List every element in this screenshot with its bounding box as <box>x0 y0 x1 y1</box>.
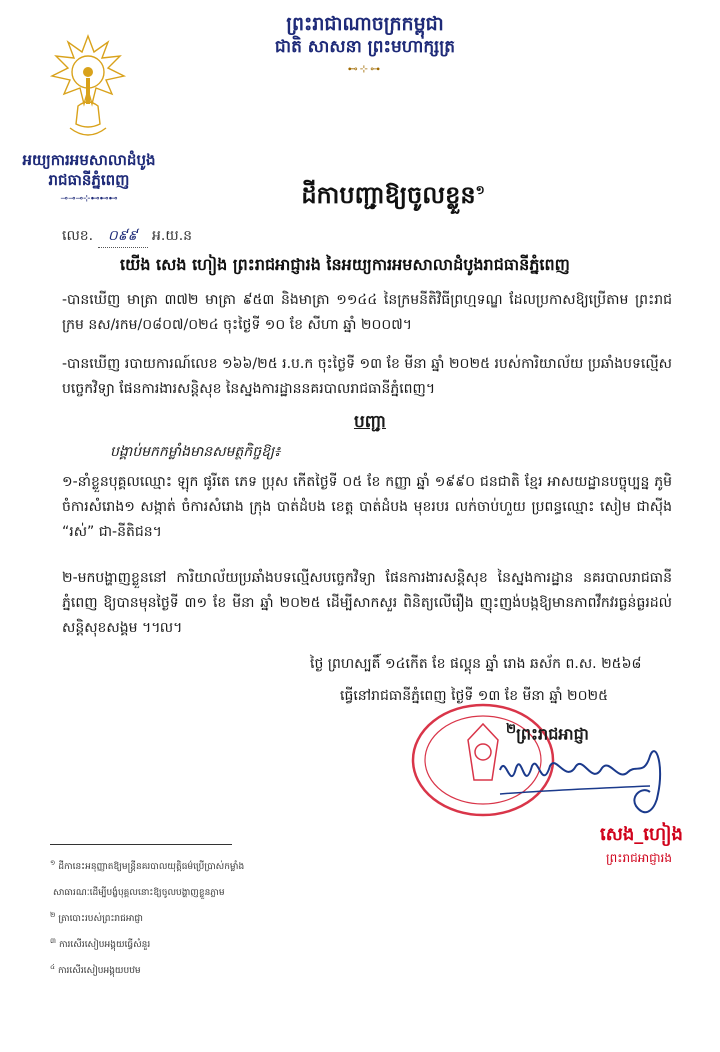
footnote-text: ដីកានេះអនុញ្ញាតឱ្យមន្ត្រីនគរបាលយុត្តិធម៌ប្រើប្រាស់កម្លាំង <box>58 862 245 872</box>
ministry-emblem-icon <box>48 32 128 144</box>
footnote-text: ត្រាបោះរបស់ព្រះរាជអាជ្ញា <box>58 914 143 924</box>
footnote-mark: ២ <box>50 911 56 919</box>
signer-rank: ព្រះរាជអាជ្ញារង <box>606 851 672 865</box>
footnote-1-cont <box>50 878 310 904</box>
footnote-mark: ៣ <box>50 937 56 945</box>
title-text: ដីកាបញ្ជាឱ្យចូលខ្លួន <box>301 181 476 209</box>
kingdom-header <box>250 12 480 75</box>
signature-title-note: ២ <box>506 722 517 737</box>
document-title <box>258 180 528 215</box>
footnote-2 <box>50 904 310 930</box>
signer-name: សេង_ហៀង <box>600 824 683 845</box>
kingdom-motto: ជាតិ សាសនា ព្រះមហាក្សត្រ <box>274 37 456 57</box>
office-ornament: ⊸⊸⊸⊹⊷⊷⊷ <box>60 194 118 204</box>
footnote-text: សាធារណៈដើម្បីបង្ខំបុគ្គលនោះឱ្យចូលបង្ហាញខ្លួនភ្លាម <box>53 888 225 898</box>
order-article-2: ២-មកបង្ហាញខ្លួននៅ ការិយាល័យប្រឆាំងបទល្មើសបច្ចេកវិទ្យា ផែនការងារសន្តិសុខ នៃស្នងការដ្ឋាន នគរបាលរាជធានីភ្នំពេញ ឱ្យបានមុនថ្ងៃទី ៣១ ខែ មីនា ឆ្នាំ ២០២៥ ដើម្បីសាកសួរ ពិនិត្យលើរឿង ញុះញង់បង្កឱ្យមានភាពវឹកវរធ្ងន់ធ្ងរដល់សន្តិសុខសង្គម ។៘ <box>62 570 672 636</box>
order-heading: បញ្ជា <box>353 412 387 432</box>
consideration-1: -បានឃើញ មាត្រា ៣៧២ មាត្រា ៩៥៣ និងមាត្រា ១១៤៤ នៃក្រមនីតិវិធីព្រហ្មទណ្ឌ ដែលប្រកាសឱ្យប្រើតាម ព្រះរាជក្រម នស/រកម/០៨០៧/០២៤ ចុះថ្ងៃទី ១០ ខែ សីហា ឆ្នាំ ២០០៧។ <box>62 292 672 333</box>
footnote-4 <box>50 956 310 982</box>
issuing-office <box>4 150 174 204</box>
header-ornament: ⊷⊹⊶ <box>347 64 383 75</box>
reference-number <box>62 226 192 248</box>
footnote-text: ការសើរសៀបអង្គុយធ្វើសំនួរ <box>58 940 151 950</box>
order-intro: បង្គាប់មកកម្លាំងមានសមត្ថកិច្ចឱ្យ៖ <box>110 444 281 460</box>
order-article-1: ១-នាំខ្លួនបុគ្គលឈ្មោះ ឡុក ផូរីតេ ភេទ ប្រុស កើតថ្ងៃទី ០៥ ខែ កញ្ញា ឆ្នាំ ១៩៩០ ជនជាតិ ខ្មែរ អាសយដ្ឋានបច្ចុប្បន្ន ភូមិ ចំការសំរោង១ សង្កាត់ ចំការសំរោង ក្រុង បាត់ដំបង ខេត្ត បាត់ដំបង មុខរបរ លក់ចាប់ហួយ ប្រពន្ធឈ្មោះ សៀម ជាស៊ីង “រស់” ជា-នីតិជន។ <box>62 474 672 540</box>
footnote-mark: ១ <box>50 859 56 867</box>
ref-suffix: អ.យ.ន <box>152 228 193 244</box>
kingdom-name: ព្រះរាជាណាចក្រកម្ពុជា <box>286 13 444 35</box>
solar-date: ធ្វើនៅរាជធានីភ្នំពេញ ថ្ងៃទី ១៣ ខែ មីនា ឆ្នាំ ២០២៥ <box>340 688 609 704</box>
footnote-divider <box>50 844 232 845</box>
office-line-2: រាជធានីភ្នំពេញ <box>48 171 130 189</box>
issuer-line: យើង សេង ហៀង ព្រះរាជអាជ្ញារង នៃអយ្យការអមសាលាដំបូងរាជធានីភ្នំពេញ <box>120 255 570 274</box>
ref-number: ០៩៩ <box>98 226 148 248</box>
handwritten-signature-icon <box>480 736 680 836</box>
footnote-text: ការសើរសៀបអង្គុយបឋម <box>57 966 141 976</box>
office-line-1: អយ្យការអមសាលាដំបូង <box>22 151 156 169</box>
ref-label: លេខ. <box>62 228 94 244</box>
footnote-3 <box>50 930 310 956</box>
title-footnote-mark: ១ <box>475 183 485 197</box>
lunar-date: ថ្ងៃ ព្រហស្បតិ៍ ១៤កើត ខែ ផល្គុន ឆ្នាំ រោង ឆស័ក ព.ស. ២៥៦៨ <box>310 656 642 672</box>
signature-title-text: ព្រះរាជអាជ្ញា <box>516 724 589 744</box>
footnote-1 <box>50 852 310 878</box>
consideration-2: -បានឃើញ របាយការណ៍លេខ ១៦៦/២៥ រ.ប.ក ចុះថ្ងៃទី ១៣ ខែ មីនា ឆ្នាំ ២០២៥ របស់ការិយាល័យ ប្រឆាំងបទល្មើសបច្ចេកវិទ្យា ផែនការងារសន្តិសុខ នៃស្នងការដ្ឋាននគរបាលរាជធានីភ្នំពេញ។ <box>62 356 673 397</box>
footnote-mark: ៤ <box>50 963 55 971</box>
footnotes <box>50 852 310 982</box>
